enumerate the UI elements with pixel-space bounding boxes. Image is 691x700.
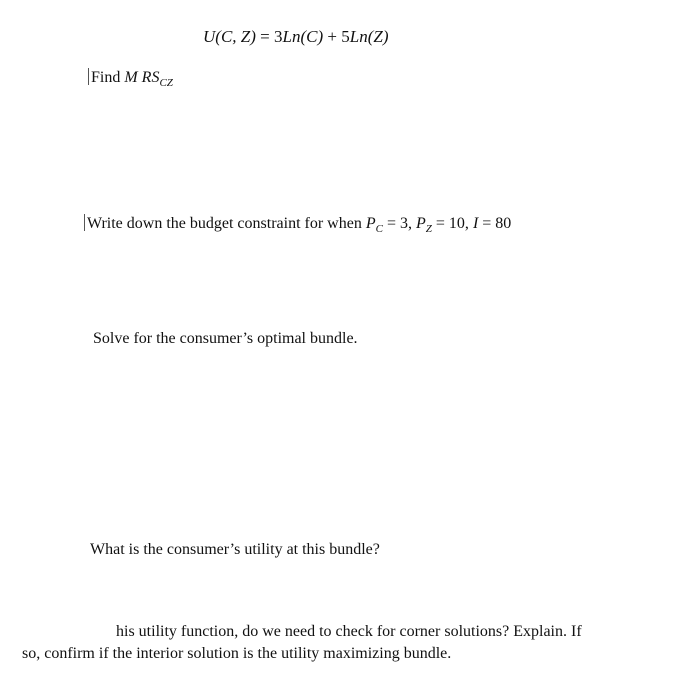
price-z-symbol: P xyxy=(416,215,426,232)
question-mrs xyxy=(88,68,173,88)
question-mrs-text: Find xyxy=(91,69,125,86)
question-utility-at-bundle: What is the consumer’s utility at this bundle? xyxy=(90,541,380,558)
log-argument-c: (C) xyxy=(300,27,324,46)
price-z-value: = 10, xyxy=(431,215,473,232)
equals-sign: = xyxy=(255,27,274,46)
question-budget-constraint xyxy=(84,214,511,234)
coefficient-c: 3 xyxy=(274,27,283,46)
log-argument-z: (Z) xyxy=(367,27,389,46)
price-z-subscript: Z xyxy=(425,223,432,235)
price-c-subscript: C xyxy=(375,223,383,235)
text-cursor-mark xyxy=(84,214,85,231)
question-optimal-bundle: Solve for the consumer’s optimal bundle. xyxy=(93,330,358,347)
mrs-symbol: M RS xyxy=(124,69,160,86)
log-function-c: Ln xyxy=(282,27,301,46)
price-c-value: = 3, xyxy=(382,215,416,232)
log-function-z: Ln xyxy=(349,27,368,46)
price-c-symbol: P xyxy=(365,215,376,232)
utility-function-equation xyxy=(203,27,388,47)
question-budget-text: Write down the budget constraint for when xyxy=(87,215,366,232)
coefficient-z: 5 xyxy=(341,27,350,46)
question-corner-solutions-line2: so, confirm if the interior solution is the utility maximizing bundle. xyxy=(22,645,452,662)
income-symbol: I xyxy=(472,215,479,232)
income-value: = 80 xyxy=(478,215,512,232)
plus-sign: + xyxy=(323,27,342,46)
question-corner-solutions-line1: his utility function, do we need to check for corner solutions? Explain. If xyxy=(116,623,582,640)
mrs-subscript: CZ xyxy=(159,77,173,89)
utility-lhs: U(C, Z) xyxy=(203,27,256,46)
text-cursor-mark xyxy=(88,68,89,85)
